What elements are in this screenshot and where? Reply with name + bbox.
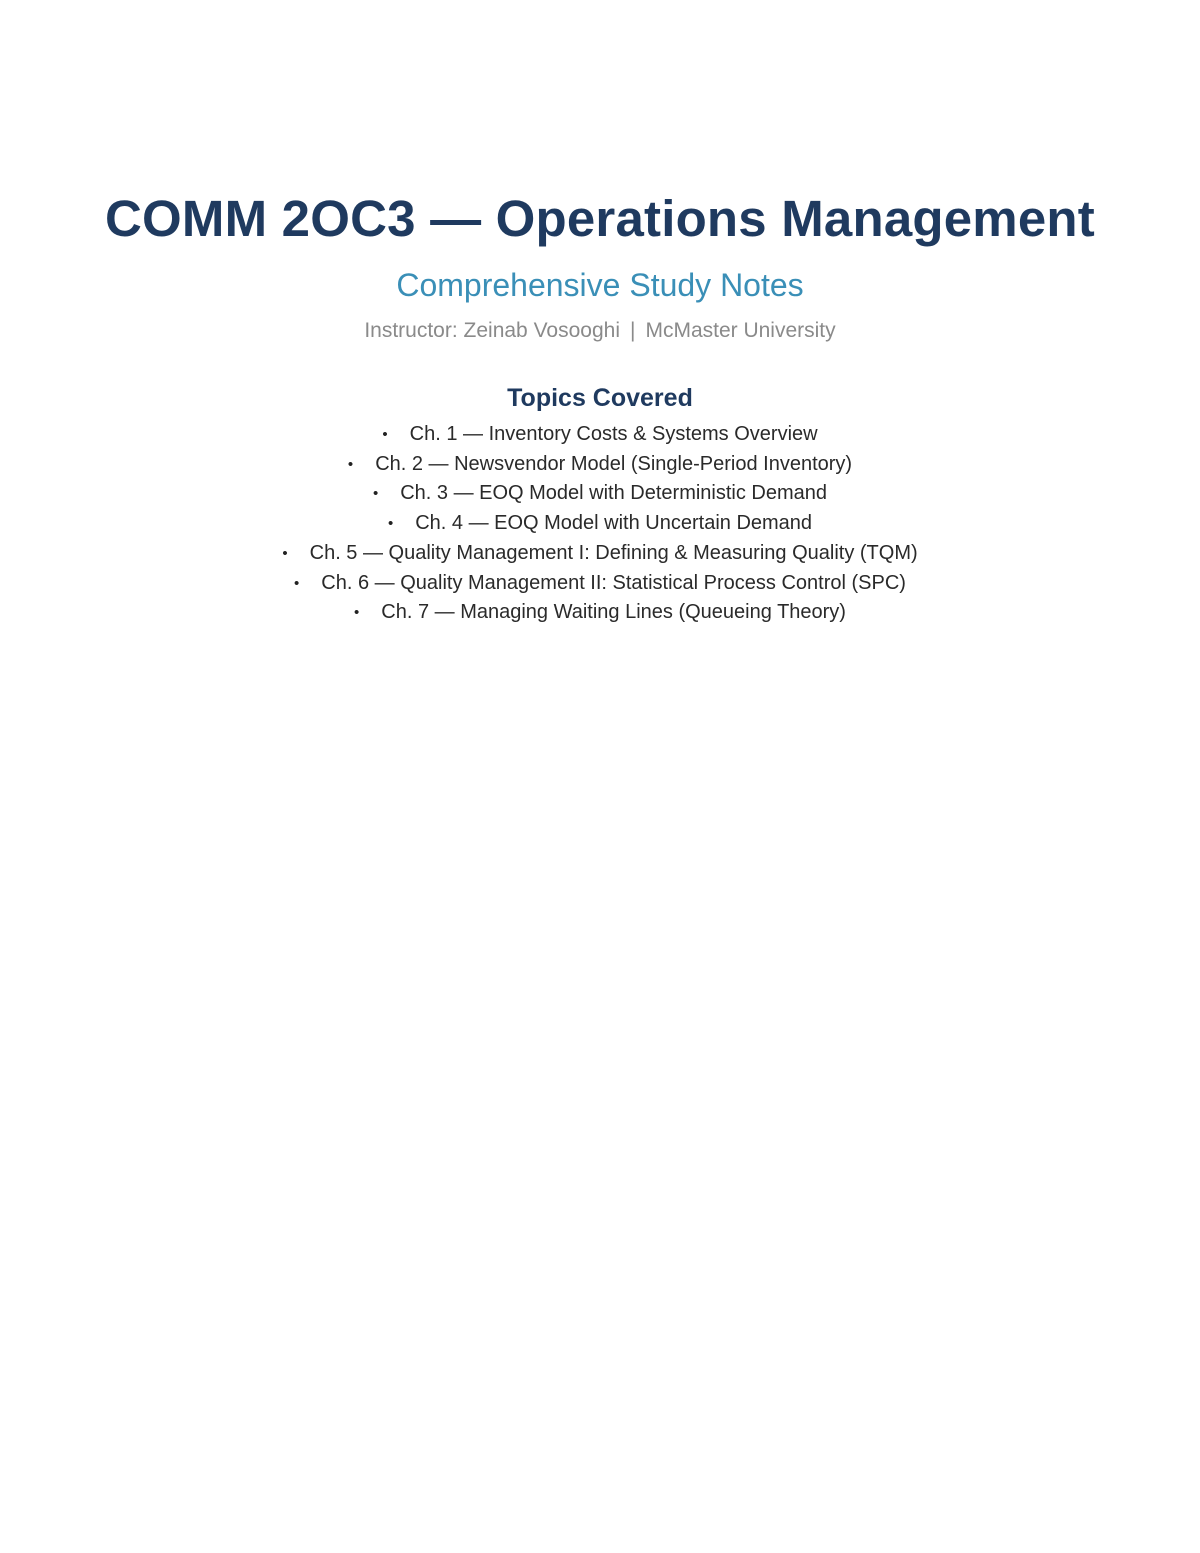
list-item bbox=[0, 539, 1200, 569]
bullet-icon: • bbox=[372, 485, 379, 503]
bullet-icon: • bbox=[387, 515, 394, 533]
bullet-icon: • bbox=[382, 426, 388, 443]
list-item bbox=[0, 420, 1200, 450]
byline bbox=[0, 317, 1200, 345]
byline-separator: | bbox=[629, 319, 636, 342]
topic-text: Ch. 7 — Managing Waiting Lines (Queueing Theory) bbox=[381, 601, 846, 624]
list-item bbox=[0, 479, 1200, 509]
list-item bbox=[0, 509, 1200, 539]
list-item bbox=[0, 598, 1200, 628]
list-item bbox=[0, 569, 1200, 599]
bullet-icon: • bbox=[282, 544, 288, 562]
topic-text: Ch. 3 — EOQ Model with Deterministic Demand bbox=[400, 482, 828, 505]
topics-heading: Topics Covered bbox=[507, 384, 693, 412]
document-title: COMM 2OC3 — Operations Management bbox=[105, 190, 1095, 247]
topic-text: Ch. 1 — Inventory Costs & Systems Overview bbox=[409, 423, 818, 445]
instructor-text: Instructor: Zeinab Vosooghi bbox=[364, 319, 620, 342]
topic-text: Ch. 4 — EOQ Model with Uncertain Demand bbox=[415, 512, 813, 535]
topics-list bbox=[0, 420, 1200, 628]
topic-text: Ch. 5 — Quality Management I: Defining & Measuring Quality (TQM) bbox=[309, 541, 918, 564]
bullet-icon: • bbox=[354, 604, 360, 622]
document-subtitle: Comprehensive Study Notes bbox=[396, 267, 804, 303]
list-item bbox=[0, 450, 1200, 480]
topic-text: Ch. 6 — Quality Management II: Statistical Process Control (SPC) bbox=[321, 571, 906, 594]
bullet-icon: • bbox=[347, 455, 354, 473]
bullet-icon: • bbox=[294, 574, 300, 592]
institution-text: McMaster University bbox=[645, 319, 836, 342]
topic-text: Ch. 2 — Newsvendor Model (Single-Period Inventory) bbox=[375, 452, 853, 475]
